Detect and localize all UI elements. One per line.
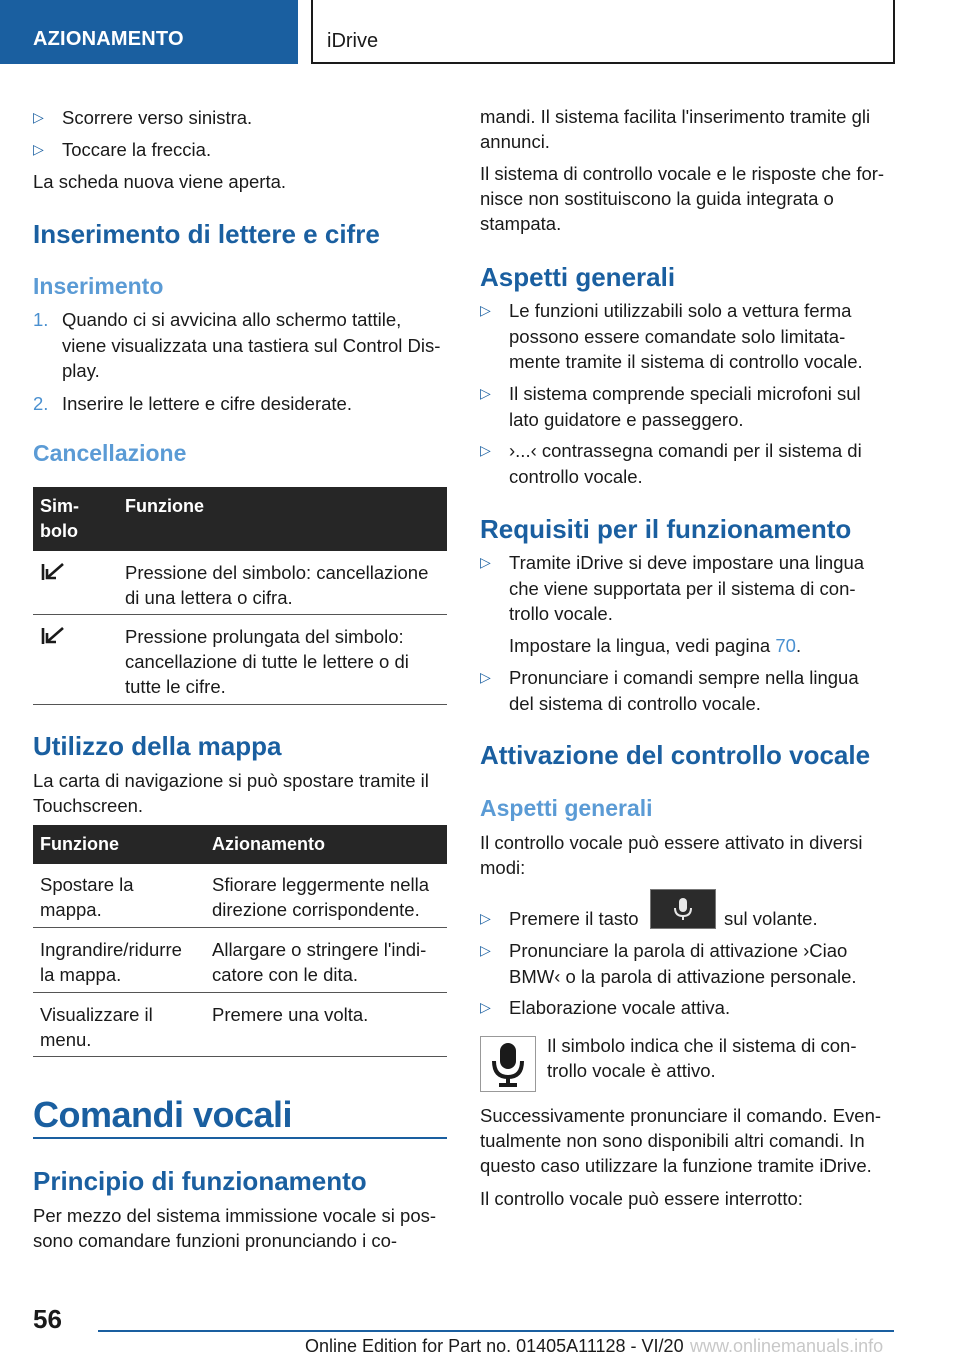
bullet-triangle-icon: ▷: [480, 910, 491, 926]
paragraph: stampata.: [480, 213, 562, 234]
delete-arrow-icon: [41, 626, 67, 646]
paragraph: trollo vocale è attivo.: [547, 1060, 716, 1081]
chapter-title: iDrive: [327, 30, 379, 52]
heading-aspetti-generali-2: Aspetti generali: [480, 795, 653, 821]
heading-mappa: Utilizzo della mappa: [33, 731, 282, 761]
paragraph: sono comandare funzioni pronunciando i co-: [33, 1230, 398, 1251]
bullet-triangle-icon: ▷: [480, 669, 491, 685]
bullet-triangle-icon: ▷: [480, 442, 491, 458]
paragraph: Touchscreen.: [33, 795, 144, 816]
paragraph: Successivamente pronunciare il comando. Even-: [480, 1105, 882, 1126]
table-header: Funzione Azionamento: [33, 825, 447, 864]
microphone-icon: [481, 1037, 535, 1091]
map-table: [33, 825, 447, 1059]
table-header: Sim- bolo Funzione: [33, 487, 447, 551]
table-row: Pressione prolungata del simbolo: cancellazione di tutte le lettere o di tutte le cifre.: [33, 615, 447, 705]
heading-cancellazione: Cancellazione: [33, 440, 187, 466]
paragraph: annunci.: [480, 131, 550, 152]
watermark: www.onlinemanuals.info: [690, 1336, 884, 1356]
bullet-triangle-icon: ▷: [33, 141, 44, 157]
voice-active-symbol: [480, 1036, 536, 1092]
heading-comandi-vocali: Comandi vocali: [33, 1094, 293, 1135]
reference-note: Impostare la lingua, vedi pagina 70.: [509, 635, 802, 656]
bullet-triangle-icon: ▷: [33, 109, 44, 125]
page-link[interactable]: 70: [775, 635, 796, 656]
paragraph: La scheda nuova viene aperta.: [33, 171, 287, 192]
heading-aspetti-generali: Aspetti generali: [480, 262, 676, 292]
paragraph: tualmente non sono disponibili altri comandi. In: [480, 1130, 865, 1151]
bullet-triangle-icon: ▷: [480, 385, 491, 401]
heading-underline: [33, 1137, 447, 1139]
voice-button-image: [650, 889, 716, 929]
footer-edition: Online Edition for Part no. 01405A11128 - VI/20: [305, 1336, 684, 1356]
heading-inserimento-lettere: Inserimento di lettere e cifre: [33, 219, 380, 249]
chapter-header: [311, 0, 895, 64]
paragraph: Il controllo vocale può essere interrotto:: [480, 1188, 803, 1209]
paragraph: La carta di navigazione si può spostare tramite il: [33, 770, 429, 791]
bullet-triangle-icon: ▷: [480, 302, 491, 318]
paragraph: Per mezzo del sistema immissione vocale si pos-: [33, 1205, 437, 1226]
paragraph: nisce non sostituiscono la guida integrata o: [480, 188, 834, 209]
table-row: Ingrandire/ridurre la mappa. Allargare o stringere l'indi- catore con le dita.: [33, 928, 447, 993]
microphone-icon: [651, 890, 715, 928]
symbol-table: [33, 487, 447, 707]
section-title: AZIONAMENTO: [33, 28, 184, 50]
section-header: [0, 0, 298, 64]
delete-arrow-icon: [41, 562, 67, 582]
bullet-triangle-icon: ▷: [480, 999, 491, 1015]
paragraph: Il sistema di controllo vocale e le risposte che for-: [480, 163, 885, 184]
paragraph: Il controllo vocale può essere attivato in diversi: [480, 832, 863, 853]
bullet-triangle-icon: ▷: [480, 554, 491, 570]
paragraph: mandi. Il sistema facilita l'inserimento tramite gli: [480, 106, 871, 127]
page-number: 56: [33, 1304, 62, 1334]
paragraph: questo caso utilizzare la funzione tramite iDrive.: [480, 1155, 872, 1176]
table-row: Pressione del simbolo: cancellazione di una lettera o cifra.: [33, 551, 447, 615]
paragraph: Il simbolo indica che il sistema di con-: [547, 1035, 857, 1056]
table-row: Visualizzare il menu. Premere una volta.: [33, 993, 447, 1057]
paragraph: modi:: [480, 857, 526, 878]
footer-divider: [98, 1330, 894, 1332]
bullet-triangle-icon: ▷: [480, 942, 491, 958]
heading-inserimento: Inserimento: [33, 273, 164, 299]
heading-requisiti: Requisiti per il funzionamento: [480, 514, 852, 544]
table-row: Spostare la mappa. Sfiorare leggermente nella direzione corrispondente.: [33, 864, 447, 928]
heading-principio: Principio di funzionamento: [33, 1166, 367, 1196]
heading-attivazione: Attivazione del controllo vocale: [480, 740, 871, 770]
